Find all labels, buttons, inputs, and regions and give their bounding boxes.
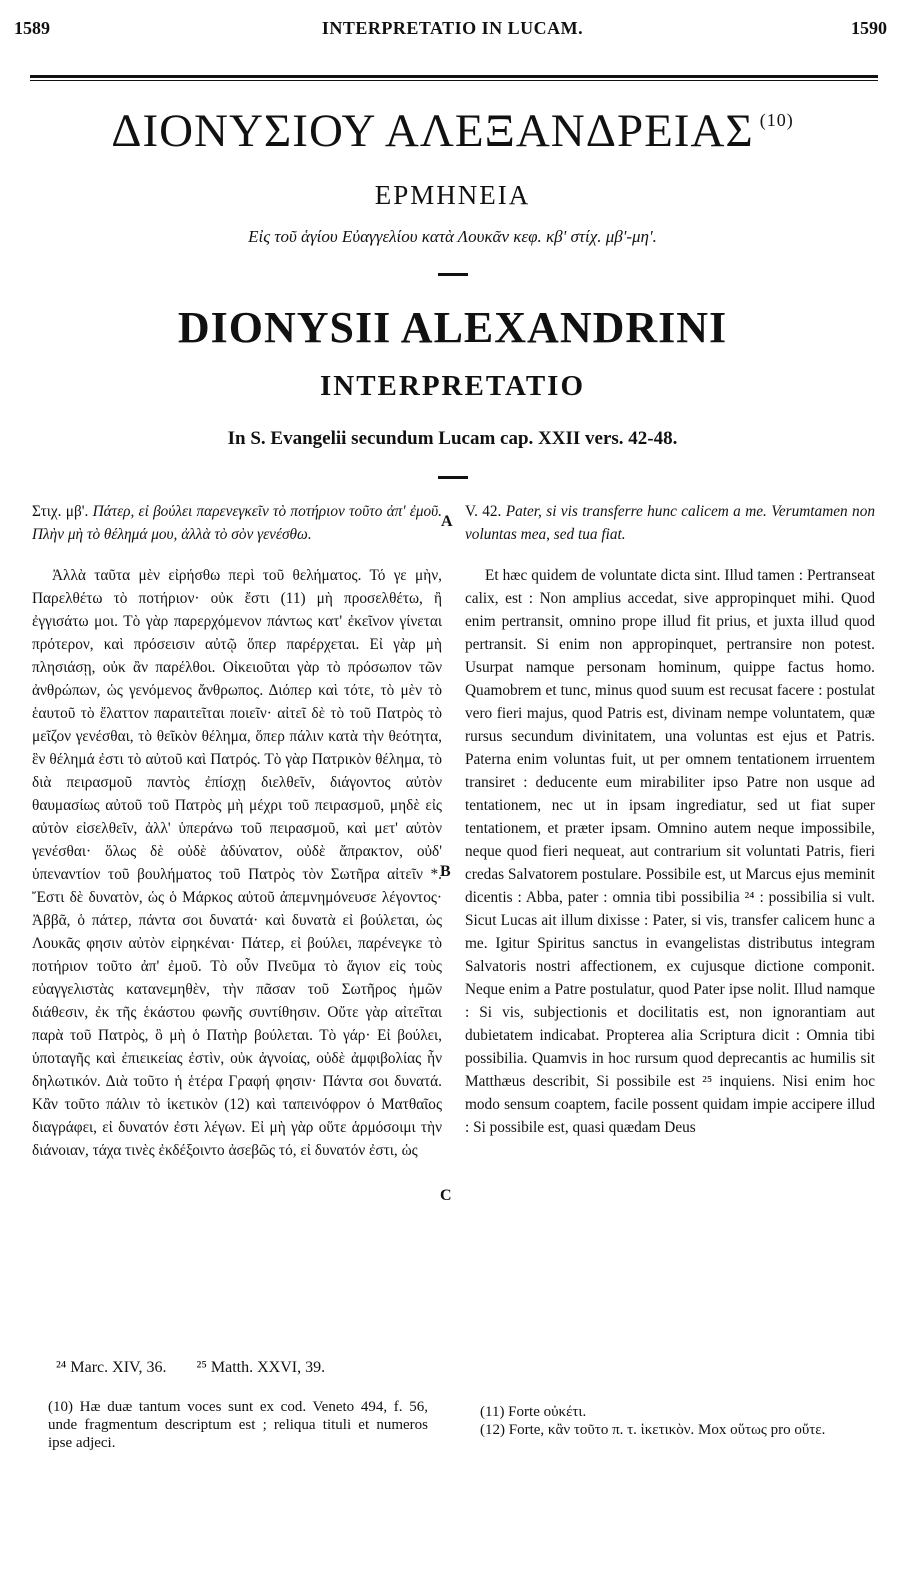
latin-verse-heading (465, 500, 875, 546)
divider-dash (438, 273, 468, 276)
divider-dash (438, 476, 468, 479)
footnote: (12) Forte, κἂν τοῦτο π. τ. ἱκετικὸν. Mox οὕτως pro οὔτε. (480, 1422, 826, 1438)
greek-title-note-mark: (10) (759, 110, 794, 130)
greek-verse-label: Στιχ. μβ'. (32, 503, 89, 520)
top-rule (30, 75, 878, 78)
latin-verse-line: In S. Evangelii secundum Lucam cap. XXII vers. 42-48. (227, 428, 678, 449)
top-rule-thin (30, 80, 878, 81)
greek-body: Ἀλλὰ ταῦτα μὲν εἰρήσθω περὶ τοῦ θελήματος. Τό γε μὴν, Παρελθέτω τὸ ποτήριον· οὐκ ἔστι (11) μὴ προσελθέτω, ἢ ἐγγισάτω μοι. Τὸ γὰρ παρερχόμενον πάντως κατ' ἐκεῖνον γίνεται πρότερον, καὶ πρόσεισιν αὐτῷ ὅπερ παρέρχεται. Εἰ γὰρ μὴ πλησιάσῃ, οὐκ ἂν παρέλθοι. Οἰκειοῦται γὰρ τὸ πρόσωπον τῶν ἀνθρώπων, ὡς γενόμενος ἄνθρωπος. Διόπερ καὶ τότε, τὸ μὲν τὸ ἑαυτοῦ τὸ ἔλαττον παραιτεῖται ποιεῖν· αἰτεῖ δὲ τὸ τοῦ Πατρὸς τὸ μεῖζον γενέσθαι, τὸ θεῖκὸν θέλημα, ὅπερ πάλιν κατὰ τὴν θεότητα, ἓν θέλημά ἐστι τὸ αὐτοῦ καὶ Πατρός. Τὸ γὰρ Πατρικὸν θέλημα, τὸ διὰ πειρασμοῦ παντὸς ἐπίσχῃ διελθεῖν, διάγοντος αὐτὸν θαυμασίως αὐτοῦ τοῦ Πατρὸς μὴ μέχρι τοῦ πειρασμοῦ, μηδὲ εἰς αὐτὸν εἰσελθεῖν, ἀλλ' ὑπεράνω τοῦ πειρασμοῦ, καὶ μετ' αὐτὸν γενέσθαι· ὅλως δὲ οὐδὲ ἀδύνατον, οὐδὲ ἄπρακτον, οὐδ' ὑπεναντίον τοῦ βουλήματος τοῦ Πατρὸς τὸν Σωτῆρα αἰτεῖν *. Ἔστι δὲ δυνατὸν, ὡς ὁ Μάρκος αὐτοῦ ἀπεμνημόνευσε λέγοντος· Ἀββᾶ, ὁ πάτερ, πάντα σοι δυνατά· καὶ δυνατὰ εἰ βούλεται, ὡς Λουκᾶς φησιν αὐτὸν εἰρηκέναι· Πάτερ, εἰ βούλει, παρένεγκε τὸ ποτήριον τοῦτο ἀπ' ἐμοῦ. Τὸ οὖν Πνεῦμα τὸ ἅγιον εἰς τοὺς εὐαγγελιστὰς κατανεμηθὲν, τὴν πᾶσαν τοῦ Σωτῆρος ἡμῶν διάθεσιν, ἐκ τῆς ἑκάστου φωνῆς συντίθησιν. Οὔτε γὰρ αἰτεῖται παρὰ τοῦ Πατρὸς, ὃ μὴ ὁ Πατὴρ βούλεται. Τὸ γάρ· Εἰ βούλει, ὑποταγῆς καὶ ἐπιεικείας ἐστὶν, οὐκ ἀγνοίας, οὐδὲ ἀμφιβολίας ἦν δηλωτικόν. Διὰ τοῦτο ἡ ἑτέρα Γραφή φησιν· Πάντα σοι δυνατά. Κἂν τοῦτο πάλιν τὸ ἱκετικὸν (12) καὶ ταπεινόφρον ὁ Ματθαῖος διαγράφει, εἰ δυνατόν ἐστι λέγων. Εἰ μὴ γὰρ οὕτε ἁρμόσοιμι τὴν διάνοιαν, τάχα τινὲς ἐκδέξοιντο ἀσεβῶς τό, εἰ δυνατόν ἐστι, ὡς (32, 567, 442, 1159)
greek-title (0, 104, 905, 158)
latin-subtitle: INTERPRETATIO (319, 370, 586, 402)
page-number-left: 1589 (14, 18, 50, 38)
footnotes-right (480, 1403, 880, 1439)
margin-letter-b: B (440, 863, 451, 880)
page-number-right: 1590 (851, 18, 887, 38)
latin-title: DIONYSII ALEXANDRINI (177, 303, 728, 352)
margin-letter-a: A (441, 513, 453, 530)
greek-subtitle: ΕΡΜΗΝΕΙΑ (374, 180, 531, 210)
scripture-ref: ²⁵ Matth. XXVI, 39. (196, 1359, 326, 1376)
greek-column (32, 500, 442, 1162)
latin-column (465, 500, 875, 1139)
scripture-references (56, 1359, 351, 1377)
latin-body: Et hæc quidem de voluntate dicta sint. Illud tamen : Pertranseat calix, est : Non amplius accedat, sive appropinquet mihi. Quod enim pertransit, omnino prope illud fit prius, et juxta illud quod pertransit. Si enim non appropinquet, pertransire non potest. Usurpat namque personam hominum, quippe factus homo. Quamobrem et tunc, minus quod suum est recusat facere : postulat vero fieri majus, quod Patris est, divinam nempe voluntatem, quæ rursus secundum divinitatem, una voluntas est ejus et Patris. Paterna enim voluntas fuit, ut per omnem tentationem irruentem transiret : deducente eum mirabiliter ipso Patre non usque ad tentationem, nec ut in ipsam ingrediatur, sed ut fiat super tentationem, et præter ipsam. Omnino autem neque impossibile, neque quod fieri nequeat, aut contrarium sit voluntati Patris, fieri credas Salvatorem postulare. Possibile est, ut Marcus ejus meminit dicentis : Abba, pater : omnia tibi possibilia ²⁴ : possibilia si vult. Sicut Lucas ait illum dixisse : Pater, si vis, transfer calicem hunc a me. Igitur Spiritus sanctus in evangelistas distributus integram Salvatoris nostri affectionem, ex cujusque dictione componit. Neque enim a Patre postulatur, quod Pater ipse nolit. Illud namque : Si vis, subjectionis et docilitatis est, non ignorantiam aut dubietatem indicabat. Propterea alia Scriptura dicit : Omnia tibi possibilia. Quamvis in hoc rursum quod deprecantis ac humilis sit Matthæus describit, Si possibile est ²⁵ inquiens. Nisi enim hoc modo sensum coaptem, facile possent quidam impie accipere illud : Si possibile est, quasi quædam Deus (465, 567, 875, 1136)
scripture-ref: ²⁴ Marc. XIV, 36. (56, 1359, 167, 1376)
greek-verse-heading (32, 500, 442, 546)
greek-verse-line: Εἰς τοῦ ἁγίου Εὐαγγελίου κατὰ Λουκᾶν κεφ. κβ' στίχ. μβ'-μη'. (248, 227, 657, 246)
footnote: (11) Forte οὐκέτι. (480, 1404, 587, 1420)
greek-verse-text: Πάτερ, εἰ βούλει παρενεγκεῖν τὸ ποτήριον τοῦτο ἀπ' ἐμοῦ. Πλὴν μὴ τὸ θέλημά μου, ἀλλὰ τὸ σὸν γενέσθω. (32, 503, 442, 543)
running-head (0, 18, 905, 42)
latin-verse-text: Pater, si vis transferre hunc calicem a me. Verumtamen non voluntas mea, sed tua fiat. (465, 503, 875, 543)
footnote: (10) Hæ duæ tantum voces sunt ex cod. Veneto 494, f. 56, unde fragmentum descriptum est ; reliqua tituli et numeros ipse adjeci. (48, 1399, 428, 1451)
margin-letter-c: C (440, 1187, 452, 1204)
footnotes-left (48, 1398, 428, 1452)
greek-title-text: ΔΙΟΝΥΣΙΟΥ ΑΛΕΞΑΝΔΡΕΙΑΣ (111, 105, 754, 157)
running-title: INTERPRETATIO IN LUCAM. (321, 18, 584, 38)
latin-verse-label: V. 42. (465, 503, 502, 520)
